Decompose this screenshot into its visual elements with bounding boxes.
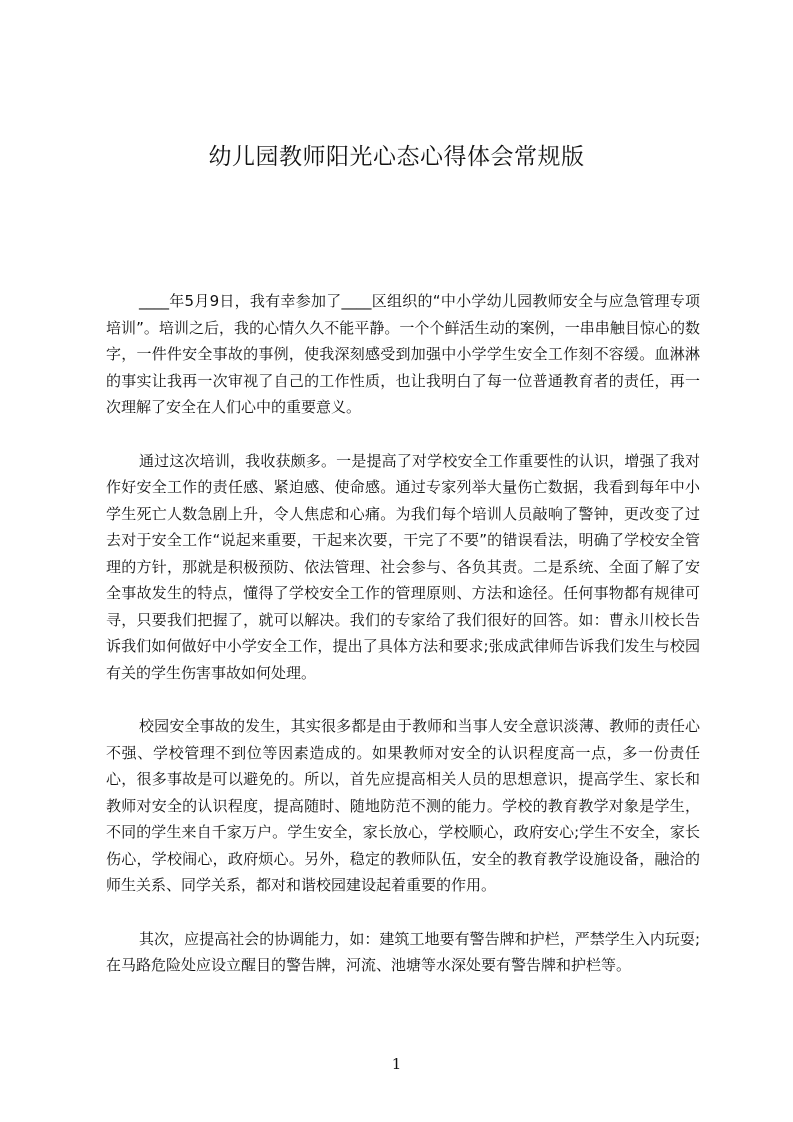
paragraph-1: ____年5月9日，我有幸参加了____区组织的“中小学幼儿园教师安全与应急管理专项培训”。培训之后，我的心情久久不能平静。一个个鲜活生动的案例，一串串触目惊心的数字，一件件安全事故的事例，使我深刻感受到加强中小学学生安全工作刻不容缓。血淋淋的事实让我再一次审视了自己的工作性质，也让我明白了每一位普通教育者的责任，再一次理解了安全在人们心中的重要意义。 (106, 292, 700, 416)
paragraph-3: 校园安全事故的发生，其实很多都是由于教师和当事人安全意识淡薄、教师的责任心不强、学校管理不到位等因素造成的。如果教师对安全的认识程度高一点，多一份责任心，很多事故是可以避免的。所以，首先应提高相关人员的思想意识，提高学生、家长和教师对安全的认识程度，提高随时、随地防范不测的能力。学校的教育教学对象是学生，不同的学生来自千家万户。学生安全，家长放心，学校顺心，政府安心;学生不安全，家长伤心，学校闹心，政府烦心。另外，稳定的教师队伍，安全的教育教学设施设备，融洽的师生关系、同学关系，都对和谐校园建设起着重要的作用。 (106, 717, 700, 894)
paragraph-2: 通过这次培训，我收获颇多。一是提高了对学校安全工作重要性的认识，增强了我对作好安全工作的责任感、紧迫感、使命感。通过专家列举大量伤亡数据，我看到每年中小学生死亡人数急剧上升，令人焦虑和心痛。为我们每个培训人员敲响了警钟，更改变了过去对于安全工作“说起来重要，干起来次要，干完了不要”的错误看法，明确了学校安全管理的方针，那就是积极预防、依法管理、社会参与、各负其责。二是系统、全面了解了安全事故发生的特点，懂得了学校安全工作的管理原则、方法和途径。任何事物都有规律可寻，只要我们把握了，就可以解决。我们的专家给了我们很好的回答。如：曹永川校长告诉我们如何做好中小学安全工作，提出了具体方法和要求;张成武律师告诉我们发生与校园有关的学生伤害事故如何处理。 (106, 451, 700, 682)
paragraph-4: 其次，应提高社会的协调能力，如：建筑工地要有警告牌和护栏，严禁学生入内玩耍;在马路危险处应设立醒目的警告牌，河流、池塘等水深处要有警告牌和护栏等。 (106, 929, 700, 974)
document-body (106, 288, 700, 1006)
page-number: 1 (391, 1055, 402, 1073)
document-title: 幼儿园教师阳光心态心得体会常规版 (208, 144, 585, 170)
